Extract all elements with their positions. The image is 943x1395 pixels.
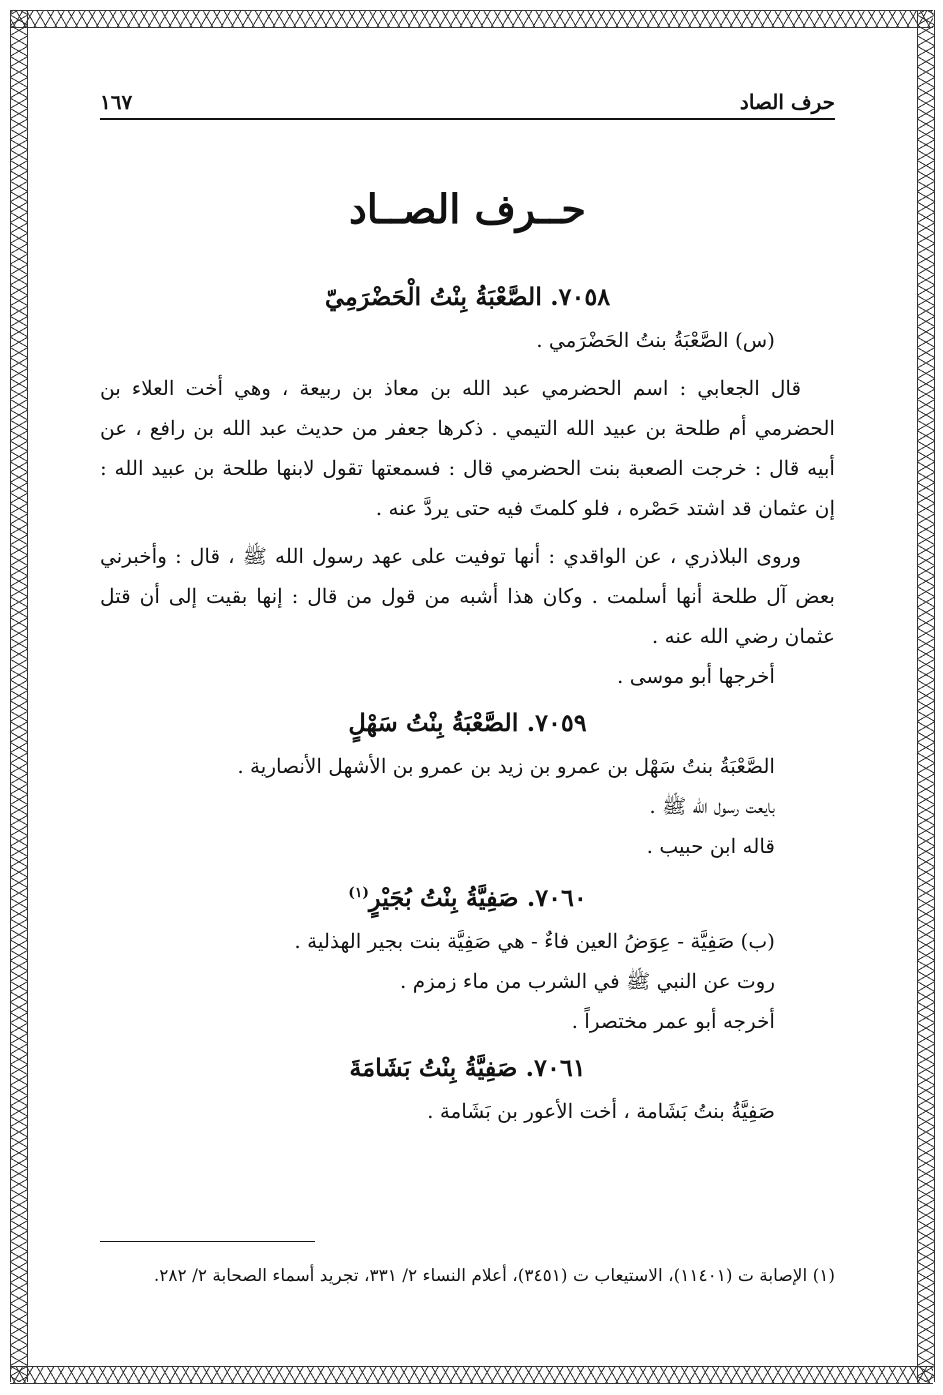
running-header <box>100 80 835 120</box>
entry-paragraph: أخرجها أبو موسى . <box>617 664 775 688</box>
footnote-separator <box>100 1241 315 1242</box>
entry-paragraph: صَفِيَّةُ بنتُ بَشَامة ، أخت الأعور بن بَشَامة . <box>427 1099 775 1123</box>
page-number: ١٦٧ <box>100 90 133 114</box>
entry-title <box>100 870 835 921</box>
entry-paragraph: وروى البلاذري ، عن الواقدي : أنها توفيت على عهد رسول الله ﷺ ، قال : وأخبرني بعض آل طلحة أنها أسلمت . وكان هذا أشبه من قول من قال : إنها بقيت إلى أن قتل عثمان رضي الله عنه . <box>100 544 835 648</box>
entry-title: ٧٠٥٨. الصَّعْبَةُ بِنْتُ الْحَضْرَمِيّ <box>324 282 611 311</box>
entry-paragraph: (س) الصَّعْبَةُ بنتُ الحَضْرَمي . <box>536 328 775 352</box>
entry-7061 <box>100 1045 835 1131</box>
entry-title: ٧٠٦١. صَفِيَّةُ بِنْتُ بَشَامَةَ <box>349 1053 586 1082</box>
footnote-marker[interactable]: (١) <box>348 885 369 901</box>
footnote: (١) الإصابة ت (١١٤٠١)، الاستيعاب ت (٣٤٥١)، أعلام النساء ٢/ ٣٣١، تجريد أسماء الصحابة ٢/ ٢٨٢. <box>153 1266 835 1286</box>
entry-7060 <box>100 870 835 1041</box>
entry-paragraph: (ب) صَفِيَّة - عِوَضُ العين فاءٌ - هي صَفِيَّة بنت بجير الهذلية . <box>294 929 775 953</box>
decorative-border-left <box>10 10 28 1382</box>
section-title: حرف الصاد <box>739 90 835 114</box>
entry-paragraph: روت عن النبي ﷺ في الشرب من ماء زمزم . <box>400 969 775 993</box>
entry-title: ٧٠٥٩. الصَّعْبَةُ بِنْتُ سَهْلٍ <box>348 708 587 737</box>
chapter-title: حــرف الصــاد <box>348 186 587 233</box>
decorative-border-top <box>10 10 933 28</box>
entry-paragraph: قال الجعابي : اسم الحضرمي عبد الله بن معاذ بن ربيعة ، وهي أخت العلاء بن الحضرمي أم طلحة بن عبيد الله التيمي . ذكرها جعفر من حديث عبد الله بن رافع ، عن أبيه قال : خرجت الصعبة بنت الحضرمي قال : فسمعتها تقول لابنها طلحة بن عبيد الله : إن عثمان قد اشتد حَصْره ، فلو كلمتَ فيه حتى يردَّ عنه . <box>100 376 835 520</box>
entry-paragraph: بايعت رسول الله ﷺ . <box>649 794 775 818</box>
decorative-border-bottom <box>10 1366 933 1384</box>
entry-paragraph: الصَّعْبَةُ بنتُ سَهْل بن عمرو بن زيد بن عمرو بن الأشهل الأنصارية . <box>237 754 775 778</box>
entry-paragraph: أخرجه أبو عمر مختصراً . <box>571 1009 775 1033</box>
entry-7059 <box>100 700 835 866</box>
entry-title-text: ٧٠٦٠. صَفِيَّةُ بِنْتُ بُجَيْرٍ <box>369 883 587 912</box>
entry-7058 <box>100 274 835 696</box>
entry-paragraph: قاله ابن حبيب . <box>646 834 775 858</box>
decorative-border-right <box>917 10 935 1382</box>
page-body <box>100 80 835 1131</box>
